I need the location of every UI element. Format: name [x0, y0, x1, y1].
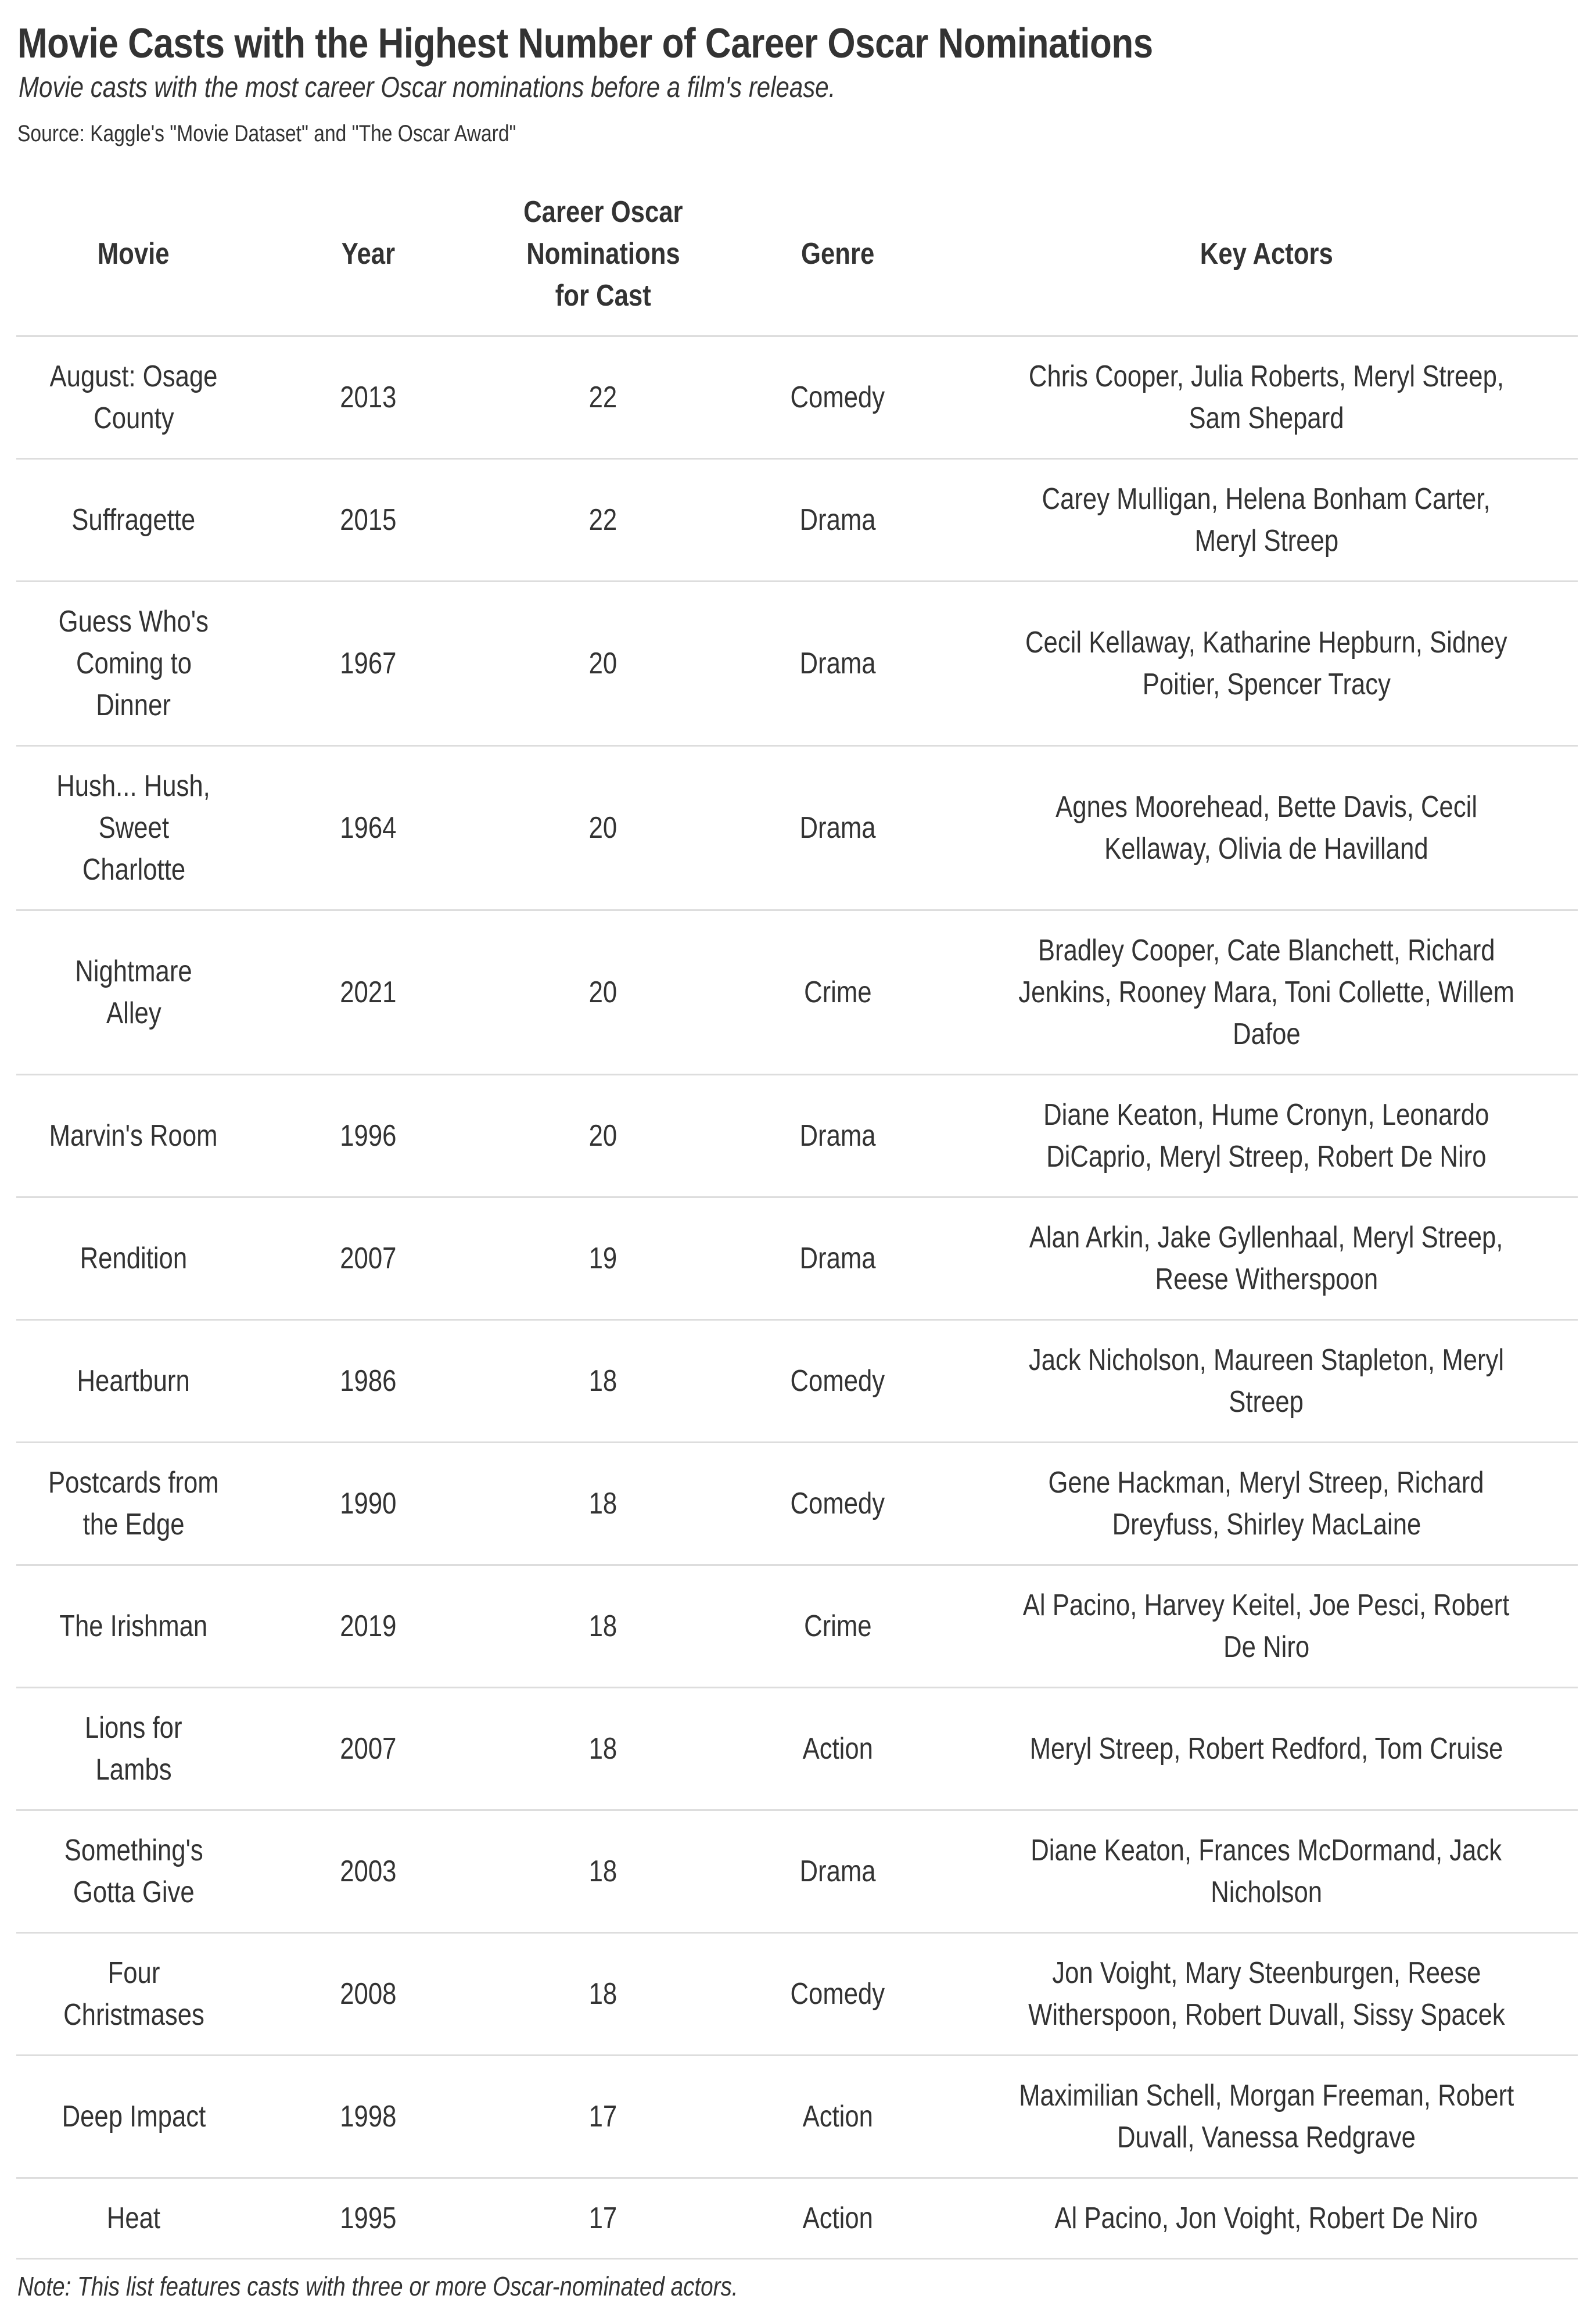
- movie-cell-line: Christmases: [63, 1998, 204, 2032]
- movie-cell-line: Rendition: [80, 1242, 188, 1275]
- footnote: Note: This list features casts with three or more Oscar-nominated actors.: [17, 2271, 738, 2301]
- movie-cell-line: Guess Who's: [58, 605, 209, 639]
- table-row: [16, 911, 1578, 1075]
- table-row: [16, 1688, 1578, 1811]
- nominations-cell: [486, 1443, 720, 1564]
- actors-cell-line: Dreyfuss, Shirley MacLaine: [1112, 1508, 1421, 1541]
- nominations-cell-value: 18: [588, 1609, 618, 1643]
- actors-cell: [955, 582, 1578, 745]
- nominations-cell-value: 18: [588, 1732, 618, 1766]
- movie-cell: [16, 2056, 251, 2177]
- genre-cell: [720, 911, 955, 1074]
- genre-cell-value: Comedy: [790, 1977, 885, 2011]
- year-cell: [251, 2179, 486, 2258]
- actors-cell-line: De Niro: [1223, 1630, 1310, 1664]
- actors-cell: [955, 1443, 1578, 1564]
- actors-cell: [955, 460, 1578, 580]
- movie-cell-line: the Edge: [82, 1508, 185, 1541]
- column-header-label: Genre: [800, 237, 875, 271]
- actors-cell: [955, 1688, 1578, 1809]
- column-header-actors: [955, 173, 1578, 335]
- table-row: [16, 1321, 1578, 1443]
- actors-cell-line: Sam Shepard: [1189, 401, 1344, 435]
- column-header-label: Year: [341, 237, 396, 271]
- year-cell-value: 2007: [340, 1732, 397, 1766]
- year-cell: [251, 747, 486, 909]
- actors-cell-line: Diane Keaton, Frances McDormand, Jack: [1031, 1834, 1502, 1867]
- year-cell-value: 1986: [340, 1364, 397, 1398]
- actors-cell-line: DiCaprio, Meryl Streep, Robert De Niro: [1046, 1140, 1487, 1174]
- movie-cell-line: Nightmare: [75, 955, 192, 988]
- actors-cell-line: Dafoe: [1232, 1017, 1301, 1051]
- table-body: [16, 337, 1578, 2260]
- actors-cell: [955, 1321, 1578, 1441]
- genre-cell-value: Comedy: [790, 381, 885, 414]
- actors-cell-line: Kellaway, Olivia de Havilland: [1104, 832, 1428, 866]
- year-cell: [251, 337, 486, 458]
- actors-cell-line: Chris Cooper, Julia Roberts, Meryl Streep,: [1028, 360, 1505, 393]
- genre-cell: [720, 1934, 955, 2054]
- nominations-cell: [486, 1075, 720, 1196]
- movie-cell-line: August: Osage: [49, 360, 218, 393]
- movie-cell-line: Alley: [106, 996, 161, 1030]
- genre-cell: [720, 1566, 955, 1687]
- movie-cell-line: The Irishman: [59, 1609, 208, 1643]
- genre-cell-value: Action: [802, 1732, 873, 1766]
- year-cell-value: 2015: [340, 503, 397, 537]
- movie-cell-line: Lions for: [85, 1711, 182, 1745]
- movie-cell: [16, 582, 251, 745]
- nominations-cell-value: 20: [588, 811, 618, 845]
- movie-cell-line: Deep Impact: [62, 2100, 206, 2133]
- actors-cell-line: Jack Nicholson, Maureen Stapleton, Meryl: [1028, 1343, 1505, 1377]
- column-header-label: Movie: [98, 237, 170, 271]
- movie-cell-line: County: [93, 401, 174, 435]
- genre-cell: [720, 582, 955, 745]
- year-cell-value: 1967: [340, 647, 397, 680]
- movie-cell-line: Something's: [64, 1834, 203, 1867]
- genre-cell: [720, 2179, 955, 2258]
- actors-cell-line: Nicholson: [1211, 1875, 1322, 1909]
- source-credit: Source: Kaggle's "Movie Dataset" and "The Oscar Award": [17, 121, 516, 146]
- year-cell-value: 2008: [340, 1977, 397, 2011]
- actors-cell-line: Maximilian Schell, Morgan Freeman, Robert: [1018, 2079, 1514, 2113]
- movie-cell-line: Hush... Hush,: [56, 769, 211, 803]
- nominations-cell-value: 20: [588, 975, 618, 1009]
- table-row: [16, 1934, 1578, 2056]
- year-cell: [251, 1934, 486, 2054]
- genre-cell-value: Crime: [803, 1609, 872, 1643]
- year-cell: [251, 2056, 486, 2177]
- genre-cell: [720, 1321, 955, 1441]
- genre-cell-value: Action: [802, 2201, 873, 2235]
- year-cell-value: 2003: [340, 1855, 397, 1888]
- year-cell: [251, 1443, 486, 1564]
- column-header-label: Nominations: [526, 237, 680, 271]
- actors-cell-line: Diane Keaton, Hume Cronyn, Leonardo: [1043, 1098, 1489, 1132]
- nominations-cell: [486, 747, 720, 909]
- actors-cell: [955, 337, 1578, 458]
- year-cell: [251, 911, 486, 1074]
- table-row: [16, 2056, 1578, 2179]
- nominations-cell-value: 20: [588, 647, 618, 680]
- column-header-label: Key Actors: [1200, 237, 1333, 271]
- movie-cell-line: Charlotte: [82, 853, 185, 887]
- actors-cell-line: Poitier, Spencer Tracy: [1142, 668, 1391, 701]
- year-cell-value: 2021: [340, 975, 397, 1009]
- table-row: [16, 1198, 1578, 1321]
- actors-cell-line: Jenkins, Rooney Mara, Toni Collette, Willem: [1018, 975, 1514, 1009]
- column-header-label: for Cast: [555, 279, 651, 313]
- actors-cell-line: Al Pacino, Jon Voight, Robert De Niro: [1054, 2201, 1478, 2235]
- movie-cell-line: Suffragette: [71, 503, 196, 537]
- nominations-cell: [486, 1811, 720, 1932]
- nominations-cell-value: 17: [588, 2100, 618, 2133]
- genre-cell-value: Comedy: [790, 1487, 885, 1520]
- actors-cell-line: Streep: [1229, 1385, 1304, 1419]
- nominations-cell: [486, 460, 720, 580]
- genre-cell-value: Drama: [799, 647, 876, 680]
- column-header-nominations: [486, 173, 720, 335]
- movie-cell-line: Lambs: [95, 1753, 172, 1787]
- genre-cell-value: Drama: [799, 1855, 876, 1888]
- genre-cell: [720, 337, 955, 458]
- movie-cell: [16, 1198, 251, 1319]
- actors-cell: [955, 1566, 1578, 1687]
- genre-cell: [720, 1198, 955, 1319]
- actors-cell-line: Al Pacino, Harvey Keitel, Joe Pesci, Robert: [1023, 1588, 1510, 1622]
- nominations-cell-value: 18: [588, 1977, 618, 2011]
- actors-cell: [955, 1075, 1578, 1196]
- year-cell-value: 1998: [340, 2100, 397, 2133]
- actors-cell-line: Carey Mulligan, Helena Bonham Carter,: [1042, 482, 1491, 516]
- nominations-cell: [486, 1566, 720, 1687]
- table-row: [16, 2179, 1578, 2260]
- nominations-cell: [486, 1688, 720, 1809]
- year-cell-value: 1964: [340, 811, 397, 845]
- movie-cell: [16, 460, 251, 580]
- actors-cell: [955, 911, 1578, 1074]
- nominations-cell: [486, 1934, 720, 2054]
- genre-cell-value: Drama: [799, 503, 876, 537]
- page-title: Movie Casts with the Highest Number of Career Oscar Nominations: [17, 20, 1153, 67]
- movie-cell: [16, 1321, 251, 1441]
- actors-cell-line: Bradley Cooper, Cate Blanchett, Richard: [1037, 934, 1495, 967]
- year-cell-value: 1996: [340, 1119, 397, 1153]
- nominations-cell: [486, 582, 720, 745]
- nominations-cell: [486, 337, 720, 458]
- actors-cell-line: Witherspoon, Robert Duvall, Sissy Spacek: [1028, 1998, 1505, 2032]
- year-cell: [251, 1811, 486, 1932]
- movie-cell: [16, 911, 251, 1074]
- movie-cell-line: Heartburn: [77, 1364, 191, 1398]
- year-cell: [251, 1688, 486, 1809]
- movie-cell-line: Coming to: [76, 647, 192, 680]
- genre-cell-value: Drama: [799, 811, 876, 845]
- actors-cell: [955, 1811, 1578, 1932]
- genre-cell-value: Comedy: [790, 1364, 885, 1398]
- movie-cell: [16, 747, 251, 909]
- table-row: [16, 747, 1578, 911]
- column-header-label: Career Oscar: [523, 195, 683, 229]
- movie-cell: [16, 337, 251, 458]
- nominations-cell-value: 20: [588, 1119, 618, 1153]
- nominations-cell: [486, 1198, 720, 1319]
- nominations-cell-value: 18: [588, 1487, 618, 1520]
- genre-cell: [720, 1811, 955, 1932]
- nominations-table: [16, 173, 1578, 2260]
- column-header-genre: [720, 173, 955, 335]
- actors-cell-line: Jon Voight, Mary Steenburgen, Reese: [1051, 1956, 1481, 1990]
- genre-cell-value: Drama: [799, 1119, 876, 1153]
- actors-cell-line: Reese Witherspoon: [1155, 1263, 1378, 1296]
- movie-cell-line: Dinner: [96, 688, 171, 722]
- genre-cell-value: Drama: [799, 1242, 876, 1275]
- actors-cell: [955, 2179, 1578, 2258]
- table-row: [16, 1811, 1578, 1934]
- nominations-cell-value: 19: [588, 1242, 618, 1275]
- year-cell-value: 2007: [340, 1242, 397, 1275]
- movie-cell-line: Sweet: [98, 811, 169, 845]
- nominations-cell: [486, 1321, 720, 1441]
- table-row: [16, 460, 1578, 582]
- nominations-cell-value: 22: [588, 381, 618, 414]
- actors-cell-line: Duvall, Vanessa Redgrave: [1117, 2121, 1416, 2154]
- genre-cell: [720, 747, 955, 909]
- genre-cell: [720, 1075, 955, 1196]
- actors-cell-line: Cecil Kellaway, Katharine Hepburn, Sidney: [1025, 626, 1507, 659]
- genre-cell: [720, 1688, 955, 1809]
- nominations-cell-value: 18: [588, 1855, 618, 1888]
- year-cell-value: 1990: [340, 1487, 397, 1520]
- movie-cell: [16, 1566, 251, 1687]
- genre-cell: [720, 1443, 955, 1564]
- movie-cell-line: Postcards from: [48, 1466, 219, 1500]
- year-cell: [251, 1566, 486, 1687]
- year-cell: [251, 1198, 486, 1319]
- table-header-row: [16, 173, 1578, 337]
- movie-cell: [16, 1688, 251, 1809]
- genre-cell-value: Crime: [803, 975, 872, 1009]
- column-header-year: [251, 173, 486, 335]
- nominations-cell: [486, 2056, 720, 2177]
- movie-cell: [16, 1811, 251, 1932]
- movie-cell-line: Heat: [106, 2201, 161, 2235]
- year-cell: [251, 582, 486, 745]
- genre-cell: [720, 2056, 955, 2177]
- actors-cell-line: Alan Arkin, Jake Gyllenhaal, Meryl Streep,: [1029, 1221, 1503, 1254]
- table-row: [16, 1443, 1578, 1566]
- actors-cell-line: Meryl Streep, Robert Redford, Tom Cruise: [1029, 1732, 1503, 1766]
- actors-cell: [955, 747, 1578, 909]
- nominations-cell: [486, 911, 720, 1074]
- actors-cell-line: Meryl Streep: [1194, 524, 1338, 558]
- table-row: [16, 1075, 1578, 1198]
- movie-cell: [16, 2179, 251, 2258]
- page-subtitle: Movie casts with the most career Oscar nominations before a film's release.: [19, 71, 836, 103]
- table-row: [16, 1566, 1578, 1688]
- actors-cell: [955, 2056, 1578, 2177]
- nominations-cell-value: 17: [588, 2201, 618, 2235]
- movie-cell-line: Four: [107, 1956, 160, 1990]
- movie-cell: [16, 1934, 251, 2054]
- year-cell: [251, 1075, 486, 1196]
- actors-cell: [955, 1934, 1578, 2054]
- movie-cell: [16, 1075, 251, 1196]
- movie-cell-line: Marvin's Room: [49, 1119, 218, 1153]
- table-row: [16, 582, 1578, 747]
- column-header-movie: [16, 173, 251, 335]
- year-cell-value: 2019: [340, 1609, 397, 1643]
- year-cell: [251, 460, 486, 580]
- movie-cell-line: Gotta Give: [73, 1875, 195, 1909]
- genre-cell-value: Action: [802, 2100, 873, 2133]
- nominations-cell-value: 18: [588, 1364, 618, 1398]
- year-cell: [251, 1321, 486, 1441]
- nominations-cell-value: 22: [588, 503, 618, 537]
- year-cell-value: 1995: [340, 2201, 397, 2235]
- actors-cell-line: Gene Hackman, Meryl Streep, Richard: [1048, 1466, 1485, 1500]
- table-row: [16, 337, 1578, 460]
- nominations-cell: [486, 2179, 720, 2258]
- actors-cell: [955, 1198, 1578, 1319]
- genre-cell: [720, 460, 955, 580]
- movie-cell: [16, 1443, 251, 1564]
- year-cell-value: 2013: [340, 381, 397, 414]
- actors-cell-line: Agnes Moorehead, Bette Davis, Cecil: [1056, 790, 1477, 824]
